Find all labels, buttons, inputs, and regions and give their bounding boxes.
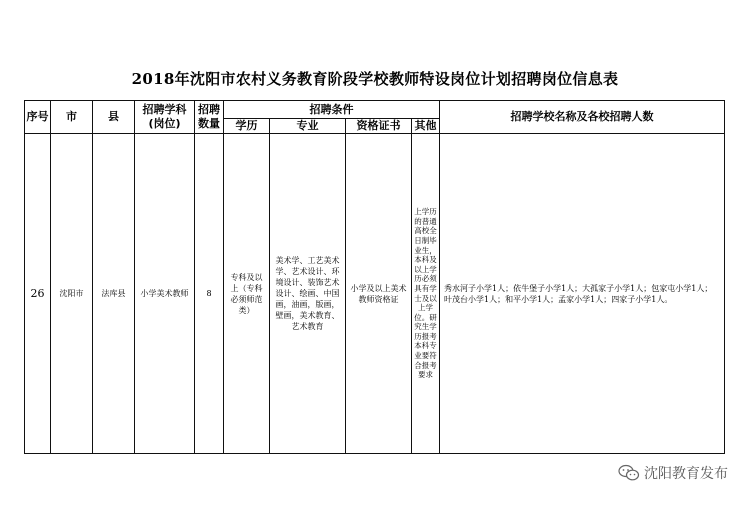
cell-seq: 26 bbox=[25, 134, 51, 454]
watermark bbox=[618, 463, 728, 483]
header-certificate: 资格证书 bbox=[346, 119, 412, 134]
header-seq: 序号 bbox=[25, 101, 51, 134]
wechat-icon bbox=[618, 464, 640, 482]
header-major: 专业 bbox=[270, 119, 346, 134]
header-education: 学历 bbox=[224, 119, 270, 134]
header-city: 市 bbox=[51, 101, 93, 134]
cell-other: 上学历的普通高校全日制毕业生，本科及以上学历必须具有学士及以上学位。研究生学历报考本科专业要符合报考要求 bbox=[412, 134, 440, 454]
cell-city: 沈阳市 bbox=[51, 134, 93, 454]
header-schools: 招聘学校名称及各校招聘人数 bbox=[440, 101, 725, 134]
header-row-1 bbox=[25, 101, 725, 119]
page-title: 2018年沈阳市农村义务教育阶段学校教师特设岗位计划招聘岗位信息表 bbox=[131, 70, 619, 88]
watermark-text: 沈阳教育发布 bbox=[644, 466, 728, 482]
cell-certificate: 小学及以上美术教师资格证 bbox=[346, 134, 412, 454]
cell-education: 专科及以上（专科必须师范类） bbox=[224, 134, 270, 454]
header-count: 招聘数量 bbox=[195, 101, 224, 134]
header-conditions: 招聘条件 bbox=[224, 101, 440, 119]
cell-schools: 秀水河子小学1人；依牛堡子小学1人；大孤家子小学1人；包家屯小学1人；叶茂台小学1人；和平小学1人；孟家小学1人；四家子小学1人。 bbox=[440, 134, 725, 454]
positions-table bbox=[24, 100, 725, 454]
cell-count: 8 bbox=[195, 134, 224, 454]
header-other: 其他 bbox=[412, 119, 440, 134]
header-subject: 招聘学科(岗位) bbox=[135, 101, 195, 134]
cell-subject: 小学美术教师 bbox=[135, 134, 195, 454]
header-county: 县 bbox=[93, 101, 135, 134]
cell-major: 美术学、工艺美术学、艺术设计、环境设计、装饰艺术设计、绘画、中国画，油画，版画，壁画，美术教育、艺术教育 bbox=[270, 134, 346, 454]
cell-county: 法库县 bbox=[93, 134, 135, 454]
table-row bbox=[25, 134, 725, 454]
